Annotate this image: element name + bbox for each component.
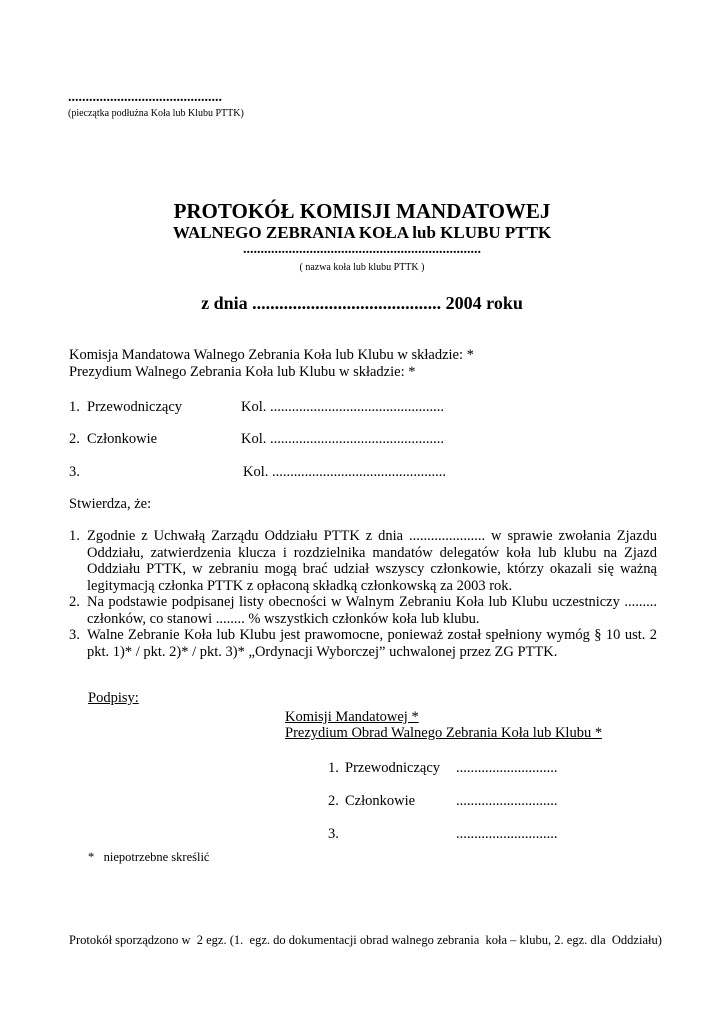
finding-num: 2. bbox=[69, 594, 80, 610]
stwierdza-heading: Stwierdza, że: bbox=[69, 496, 152, 512]
findings-list bbox=[69, 528, 657, 660]
club-name-dots: .................................................................... bbox=[243, 242, 481, 257]
signature-role: Członkowie bbox=[345, 793, 416, 809]
member-num: 2. bbox=[69, 431, 80, 447]
finding-num: 3. bbox=[69, 627, 80, 643]
finding-text: Walne Zebranie Koła lub Klubu jest prawomocne, ponieważ został spełniony wymóg § 10 ust. 2 pkt. 1)* / pkt. 2)* / pkt. 3)* „Ordynacji Wyborczej” uchwalonej przez ZG PTTK. bbox=[87, 627, 657, 660]
stamp-caption: (pieczątka podłużna Koła lub Klubu PTTK) bbox=[68, 108, 244, 119]
member-role: Przewodniczący bbox=[87, 399, 183, 415]
club-name-caption: ( nazwa koła lub klubu PTTK ) bbox=[299, 262, 425, 273]
document-title: PROTOKÓŁ KOMISJI MANDATOWEJ bbox=[173, 199, 551, 223]
signature-num: 3. bbox=[328, 826, 339, 842]
intro-line-2: Prezydium Walnego Zebrania Koła lub Klubu w składzie: * bbox=[69, 364, 416, 380]
member-kol: Kol. ................................................ bbox=[241, 399, 444, 415]
footnote: * niepotrzebne skreślić bbox=[88, 850, 210, 864]
list-item bbox=[69, 528, 657, 594]
finding-num: 1. bbox=[69, 528, 80, 544]
signature-num: 1. bbox=[328, 760, 339, 776]
signature-num: 2. bbox=[328, 793, 339, 809]
signature-role: Przewodniczący bbox=[345, 760, 441, 776]
finding-text: Na podstawie podpisanej listy obecności w Walnym Zebraniu Koła lub Klubu uczestniczy ......... członków, co stanowi ........ % wszystkich członków koła lub klubu. bbox=[87, 594, 657, 627]
intro-line-1: Komisja Mandatowa Walnego Zebrania Koła lub Klubu w składzie: * bbox=[69, 347, 474, 363]
list-item bbox=[69, 627, 657, 660]
signature-dots: ............................ bbox=[456, 760, 558, 776]
member-num: 1. bbox=[69, 399, 80, 415]
signature-dots: ............................ bbox=[456, 793, 558, 809]
member-kol: Kol. ................................................ bbox=[243, 464, 446, 480]
signatures-line-1: Komisji Mandatowej * bbox=[285, 709, 419, 725]
finding-text: Zgodnie z Uchwałą Zarządu Oddziału PTTK z dnia ..................... w sprawie zwołania Zjazdu Oddziału, zatwierdzenia klucza i rozdzielnika mandatów delegatów koła lub klubu na Zjazd Oddziału PTTK, w zebraniu mogą brać udział wszyscy członkowie, którzy okazali się ważną legitymacją członka PTTK z opłaconą składką członkowską za 2003 rok. bbox=[87, 528, 657, 594]
member-role: Członkowie bbox=[87, 431, 158, 447]
list-item bbox=[69, 594, 657, 627]
document-subtitle: WALNEGO ZEBRANIA KOŁA lub KLUBU PTTK bbox=[172, 223, 552, 242]
date-line: z dnia .......................................... 2004 roku bbox=[201, 293, 523, 313]
member-num: 3. bbox=[69, 464, 80, 480]
footer-note: Protokół sporządzono w 2 egz. (1. egz. do dokumentacji obrad walnego zebrania koła – klubu, 2. egz. dla Oddziału) bbox=[69, 933, 662, 947]
signatures-label: Podpisy: bbox=[88, 690, 139, 706]
signature-dots: ............................ bbox=[456, 826, 558, 842]
member-kol: Kol. ................................................ bbox=[241, 431, 444, 447]
stamp-dots: ............................................ bbox=[68, 90, 222, 105]
signatures-line-2: Prezydium Obrad Walnego Zebrania Koła lub Klubu * bbox=[285, 725, 603, 741]
